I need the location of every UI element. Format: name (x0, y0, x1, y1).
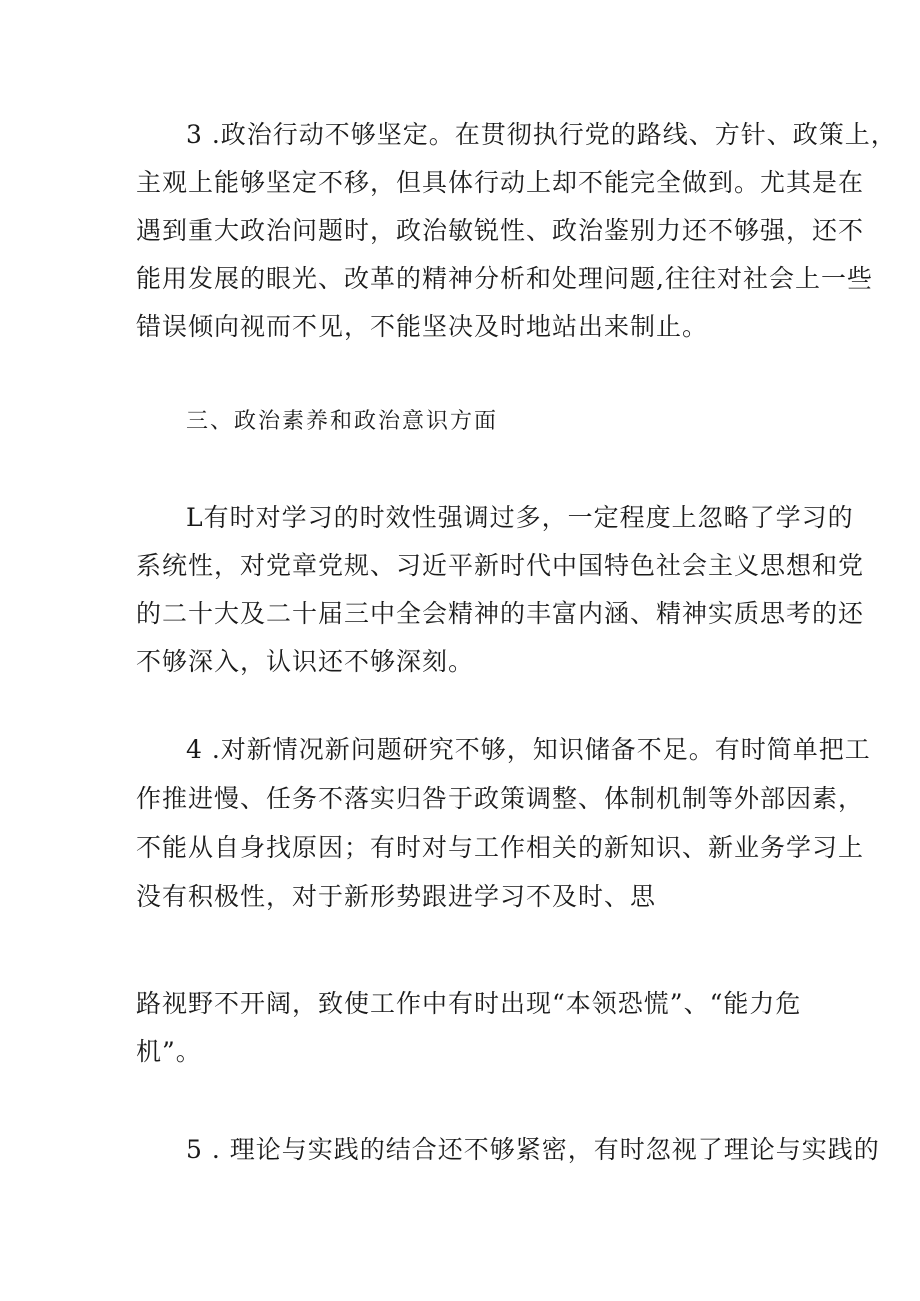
paragraph-1-line-1: L有时对学习的时效性强调过多，一定程度上忽略了学习的 (186, 503, 854, 532)
paragraph-1-line-3: 的二十大及二十届三中全会精神的丰富内涵、精神实质思考的还 (136, 599, 865, 628)
paragraph-3-line-2: 主观上能够坚定不移，但具体行动上却不能完全做到。尤其是在 (136, 168, 865, 197)
paragraph-1-line-4: 不够深入，认识还不够深刻。 (136, 647, 475, 676)
paragraph-4-line-3: 不能从自身找原因；有时对与工作相关的新知识、新业务学习上 (136, 833, 865, 862)
paragraph-4-line-1: 4 .对新情况新问题研究不够，知识储备不足。有时简单把工 (186, 735, 871, 764)
paragraph-4-line-4: 没有积极性，对于新形势跟进学习不及时、思 (136, 882, 657, 911)
paragraph-4-line-2: 作推进慢、任务不落实归咎于政策调整、体制机制等外部因素， (136, 784, 865, 813)
paragraph-5-line-1: 5 . 理论与实践的结合还不够紧密，有时忽视了理论与实践的 (186, 1135, 880, 1164)
continuation-line-2: 机”。 (136, 1037, 202, 1066)
section-heading: 三、政治素养和政治意识方面 (186, 409, 499, 434)
continuation-line-1: 路视野不开阔，致使工作中有时出现“本领恐慌”、“能力危 (136, 989, 802, 1018)
paragraph-1-line-2: 系统性，对党章党规、习近平新时代中国特色社会主义思想和党 (136, 551, 865, 580)
paragraph-3-line-1: 3 .政治行动不够坚定。在贯彻执行党的路线、方针、政策上， (186, 120, 897, 149)
paragraph-3-line-5: 错误倾向视而不见，不能坚决及时地站出来制止。 (136, 312, 709, 341)
paragraph-3-line-4: 能用发展的眼光、改革的精神分析和处理问题,往往对社会上一些 (136, 264, 873, 293)
paragraph-3-line-3: 遇到重大政治问题时，政治敏锐性、政治鉴别力还不够强，还不 (136, 216, 865, 245)
